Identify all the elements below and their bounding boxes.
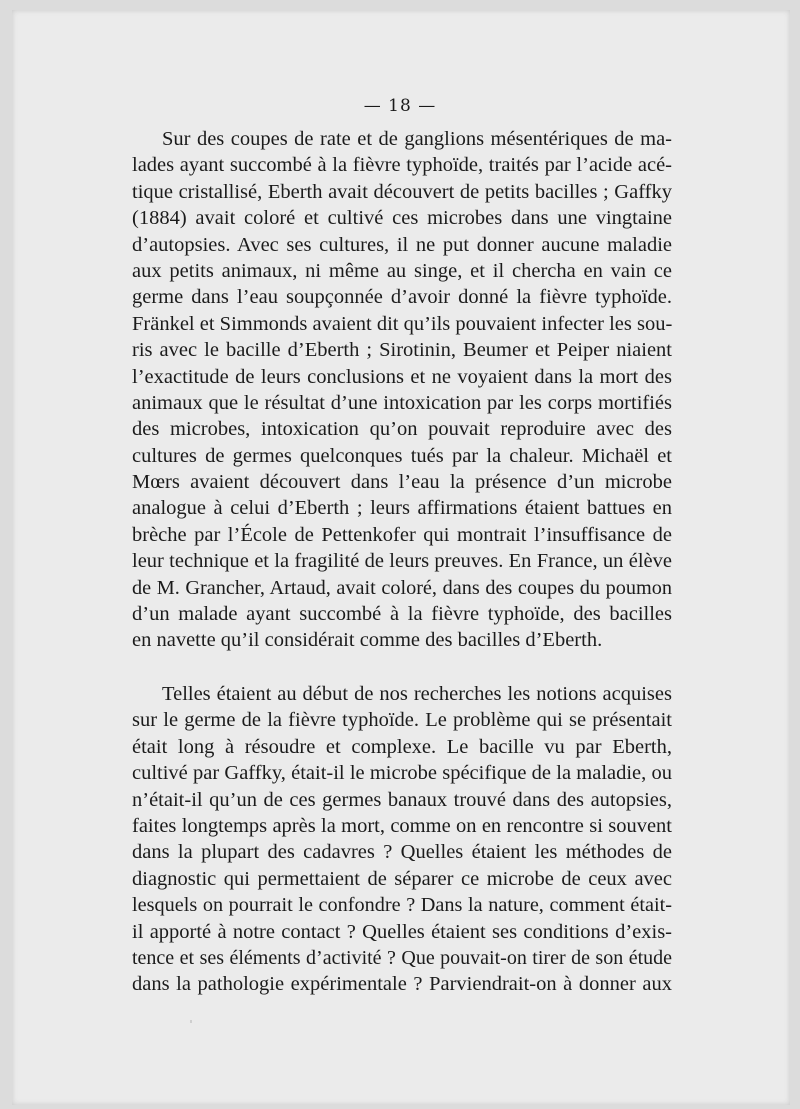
text-line: analogue à celui d’Eberth ; leurs affirmations étaient battues en <box>132 497 672 520</box>
text-line: lesquels on pourrait le confondre ? Dans la nature, comment était- <box>132 894 672 917</box>
text-line: germe dans l’eau soupçonnée d’avoir donné la fièvre typhoïde. <box>132 286 672 309</box>
paragraph-1 <box>132 126 672 654</box>
text-line: d’autopsies. Avec ses cultures, il ne put donner aucune maladie <box>132 233 672 256</box>
text-line: leur technique et la fragilité de leurs preuves. En France, un élève <box>132 550 672 573</box>
text-line: dans la plupart des cadavres ? Quelles étaient les méthodes de <box>132 841 672 864</box>
text-line: cultivé par Gaffky, était-il le microbe spécifique de la maladie, ou <box>132 762 672 785</box>
text-line: cultures de germes quelconques tués par la chaleur. Michaël et <box>132 444 672 467</box>
paper-speck <box>190 1020 192 1023</box>
text-line: animaux que le résultat d’une intoxication par les corps mortifiés <box>132 391 672 414</box>
text-line: il apporté à notre contact ? Quelles étaient ses conditions d’exis- <box>132 920 672 943</box>
text-line: Fränkel et Simmonds avaient dit qu’ils pouvaient infecter les sou- <box>132 312 673 335</box>
text-line: Sur des coupes de rate et de ganglions mésentériques de ma- <box>162 128 672 150</box>
text-line: tence et ses éléments d’activité ? Que pouvait-on tirer de son étude <box>132 946 672 969</box>
text-line: brèche par l’École de Pettenkofer qui montrait l’insuffisance de <box>132 523 672 546</box>
text-line: Telles étaient au début de nos recherches les notions acquises <box>162 683 672 705</box>
page-number: — 18 — <box>363 96 437 116</box>
text-line: tique cristallisé, Eberth avait découvert de petits bacilles ; Gaffky <box>132 180 672 203</box>
text-line: dans la pathologie expérimentale ? Parviendrait-on à donner aux <box>132 973 672 996</box>
text-line: sur le germe de la fièvre typhoïde. Le problème qui se présentait <box>132 709 672 732</box>
paragraph-2 <box>132 681 672 998</box>
text-line: (1884) avait coloré et cultivé ces microbes dans une vingtaine <box>132 207 672 230</box>
text-line: de M. Grancher, Artaud, avait coloré, dans des coupes du poumon <box>132 576 672 599</box>
text-line: d’un malade ayant succombé à la fièvre typhoïde, des bacilles <box>132 603 672 626</box>
text-line: en navette qu’il considérait comme des bacilles d’Eberth. <box>132 629 603 652</box>
text-line: ris avec le bacille d’Eberth ; Sirotinin, Beumer et Peiper niaient <box>132 339 672 362</box>
text-line: aux petits animaux, ni même au singe, et il chercha en vain ce <box>132 259 672 282</box>
text-line: n’était-il qu’un de ces germes banaux trouvé dans des autopsies, <box>132 788 672 811</box>
text-line: diagnostic qui permettaient de séparer ce microbe de ceux avec <box>132 867 672 890</box>
text-line: faites longtemps après la mort, comme on en rencontre si souvent <box>132 814 672 837</box>
text-line: était long à résoudre et complexe. Le bacille vu par Eberth, <box>132 735 672 758</box>
text-line: Mœrs avaient découvert dans l’eau la présence d’un microbe <box>132 471 672 494</box>
text-line: l’exactitude de leurs conclusions et ne voyaient dans la mort des <box>132 365 672 388</box>
text-line: lades ayant succombé à la fièvre typhoïde, traités par l’acide acé- <box>132 154 672 177</box>
text-line: des microbes, intoxication qu’on pouvait reproduire avec des <box>132 418 672 441</box>
